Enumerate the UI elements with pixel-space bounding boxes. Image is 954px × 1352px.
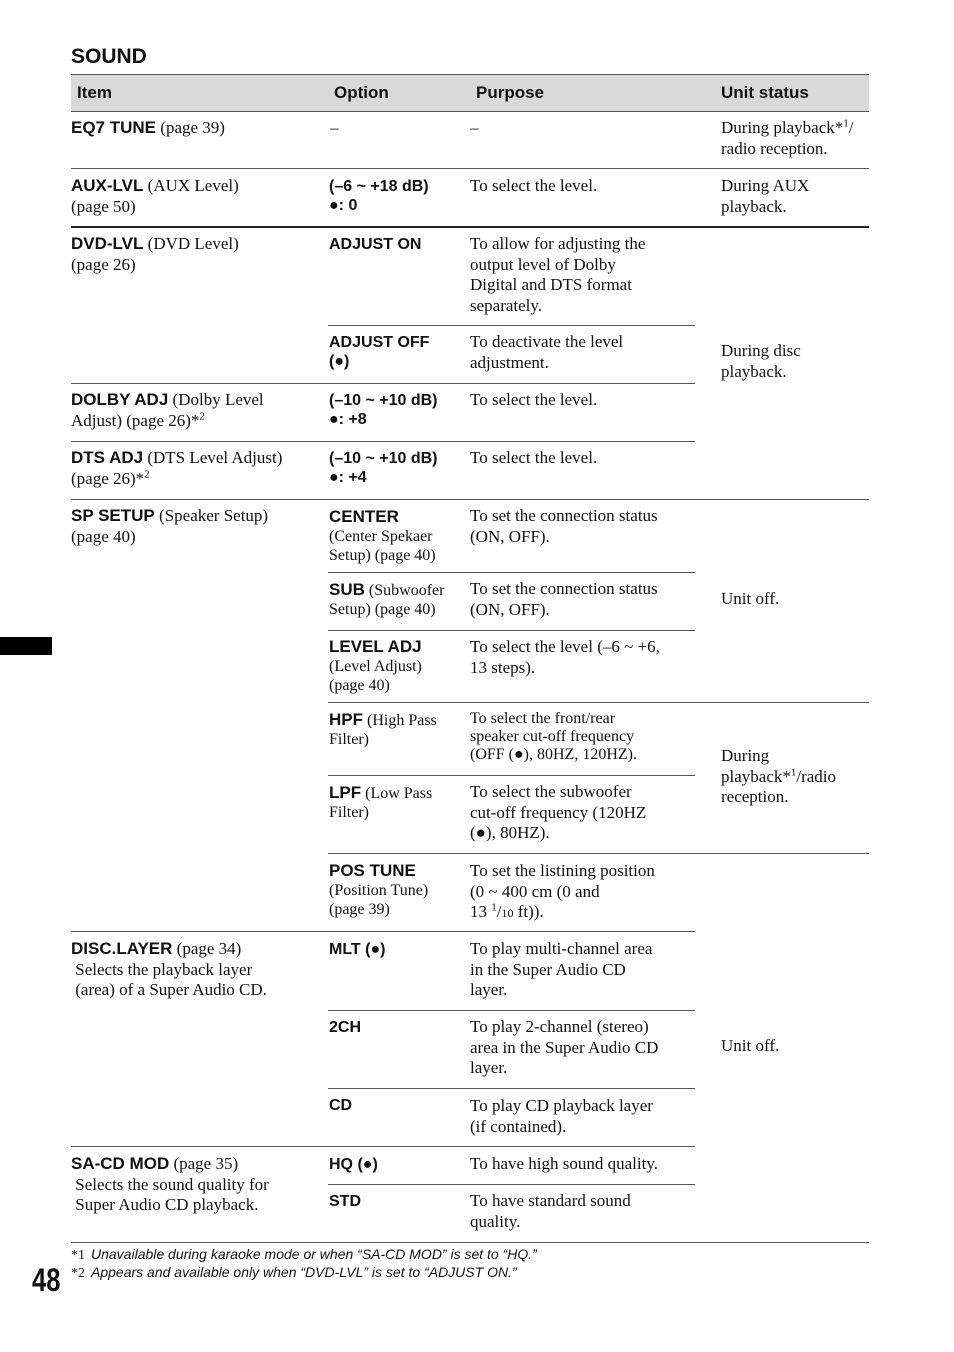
option-lpf: LPF (Low Pass Filter) [329, 783, 433, 821]
purpose-adjust-off: To deactivate the level adjustment. [470, 332, 624, 372]
header-option: Option [334, 83, 389, 102]
header-purpose: Purpose [476, 83, 545, 102]
purpose-hq: To have high sound quality. [470, 1154, 658, 1173]
purpose-eq7: – [470, 118, 479, 137]
item-dts-adj: DTS ADJ (DTS Level Adjust) (page 26)*$^2$ [71, 448, 283, 488]
section-title: SOUND [71, 45, 147, 68]
chapter-tab-marker [0, 637, 52, 655]
purpose-mlt: To play multi-channel area in the Super Audio CD layer. [470, 939, 653, 999]
table-header [71, 74, 869, 112]
option-mlt: MLT (●) [329, 941, 386, 958]
item-dvd-lvl: DVD-LVL (DVD Level) (page 26) [71, 234, 239, 274]
item-eq7-tune: EQ7 TUNE (page 39) [71, 118, 225, 137]
item-dolby-adj: DOLBY ADJ (Dolby Level Adjust) (page 26)*$^2$ [71, 390, 264, 430]
purpose-center: To set the connection status (ON, OFF). [470, 506, 658, 546]
page-number: 48 [32, 1262, 61, 1298]
purpose-std: To have standard sound quality. [470, 1191, 631, 1231]
option-adjust-on: ADJUST ON [329, 236, 422, 253]
purpose-level-adj: To select the level (–6 ~ +6, 13 steps). [470, 637, 660, 677]
status-unit-off-layer: Unit off. [721, 1036, 780, 1055]
option-aux: (–6 ~ +18 dB) ●: 0 [329, 178, 429, 214]
option-std: STD [329, 1193, 361, 1210]
purpose-pos-tune: To set the listining position (0 ~ 400 cm (0 and 13 $^1$/10 ft)). [470, 861, 655, 921]
option-level-adj: LEVEL ADJ (Level Adjust) (page 40) [329, 637, 422, 694]
purpose-cd: To play CD playback layer (if contained). [470, 1096, 653, 1136]
row-divider [328, 1184, 695, 1185]
option-adjust-off: ADJUST OFF (●) [329, 334, 430, 370]
status-aux: During AUX playback. [721, 176, 810, 216]
header-item: Item [77, 83, 112, 102]
option-center: CENTER (Center Spekaer Setup) (page 40) [329, 507, 436, 564]
purpose-adjust-on: To allow for adjusting the output level of Dolby Digital and DTS format separately. [470, 234, 646, 315]
row-divider-bold [71, 226, 869, 228]
option-dolby: (–10 ~ +10 dB) ●: +8 [329, 392, 438, 428]
row-divider [328, 572, 695, 573]
option-hq: HQ (●) [329, 1156, 378, 1173]
item-sp-setup: SP SETUP (Speaker Setup) (page 40) [71, 506, 269, 546]
item-sa-cd-mod: SA-CD MOD (page 35) Selects the sound quality for Super Audio CD playback. [71, 1154, 269, 1214]
item-disc-layer: DISC.LAYER (page 34) Selects the playback layer (area) of a Super Audio CD. [71, 939, 267, 999]
row-divider [328, 853, 869, 854]
footnote-2: *2 Appears and available only when “DVD-LVL” is set to “ADJUST ON.” [71, 1264, 517, 1281]
row-divider [328, 1088, 695, 1089]
row-divider [328, 702, 869, 703]
row-divider [71, 499, 869, 500]
option-2ch: 2CH [329, 1019, 362, 1036]
status-disc-playback: During disc playback. [721, 341, 801, 381]
purpose-sub: To set the connection status (ON, OFF). [470, 579, 658, 619]
purpose-dts: To select the level. [470, 448, 598, 467]
row-divider [71, 441, 695, 442]
row-divider [71, 1146, 695, 1147]
option-cd: CD [329, 1097, 353, 1114]
option-sub: SUB (Subwoofer Setup) (page 40) [329, 580, 445, 618]
item-aux-lvl: AUX-LVL (AUX Level) (page 50) [71, 176, 239, 216]
purpose-aux: To select the level. [470, 176, 598, 195]
row-divider [328, 325, 695, 326]
row-divider [328, 630, 695, 631]
row-divider [328, 775, 695, 776]
row-divider [71, 383, 695, 384]
purpose-lpf: To select the subwoofer cut-off frequency (120HZ (●), 80HZ). [470, 782, 647, 842]
purpose-dolby: To select the level. [470, 390, 598, 409]
status-during-playback-filter: During playback*$^1$/radio reception. [721, 746, 837, 806]
row-divider [71, 168, 869, 169]
status-eq7: During playback*$^1$/ radio reception. [721, 117, 854, 158]
row-divider [71, 931, 695, 932]
option-eq7: – [330, 118, 339, 137]
row-divider [328, 1010, 695, 1011]
option-pos-tune: POS TUNE (Position Tune) (page 39) [329, 861, 429, 918]
option-hpf: HPF (High Pass Filter) [329, 710, 437, 748]
table-bottom-rule [71, 1242, 869, 1243]
option-dts: (–10 ~ +10 dB) ●: +4 [329, 450, 438, 486]
header-unit-status: Unit status [721, 83, 809, 102]
purpose-hpf: To select the front/rear speaker cut-off frequency (OFF (●), 80HZ, 120HZ). [470, 710, 637, 763]
purpose-2ch: To play 2-channel (stereo) area in the Super Audio CD layer. [470, 1017, 659, 1077]
footnote-1: *1 Unavailable during karaoke mode or when “SA-CD MOD” is set to “HQ.” [71, 1246, 537, 1263]
status-unit-off-speaker: Unit off. [721, 589, 780, 608]
